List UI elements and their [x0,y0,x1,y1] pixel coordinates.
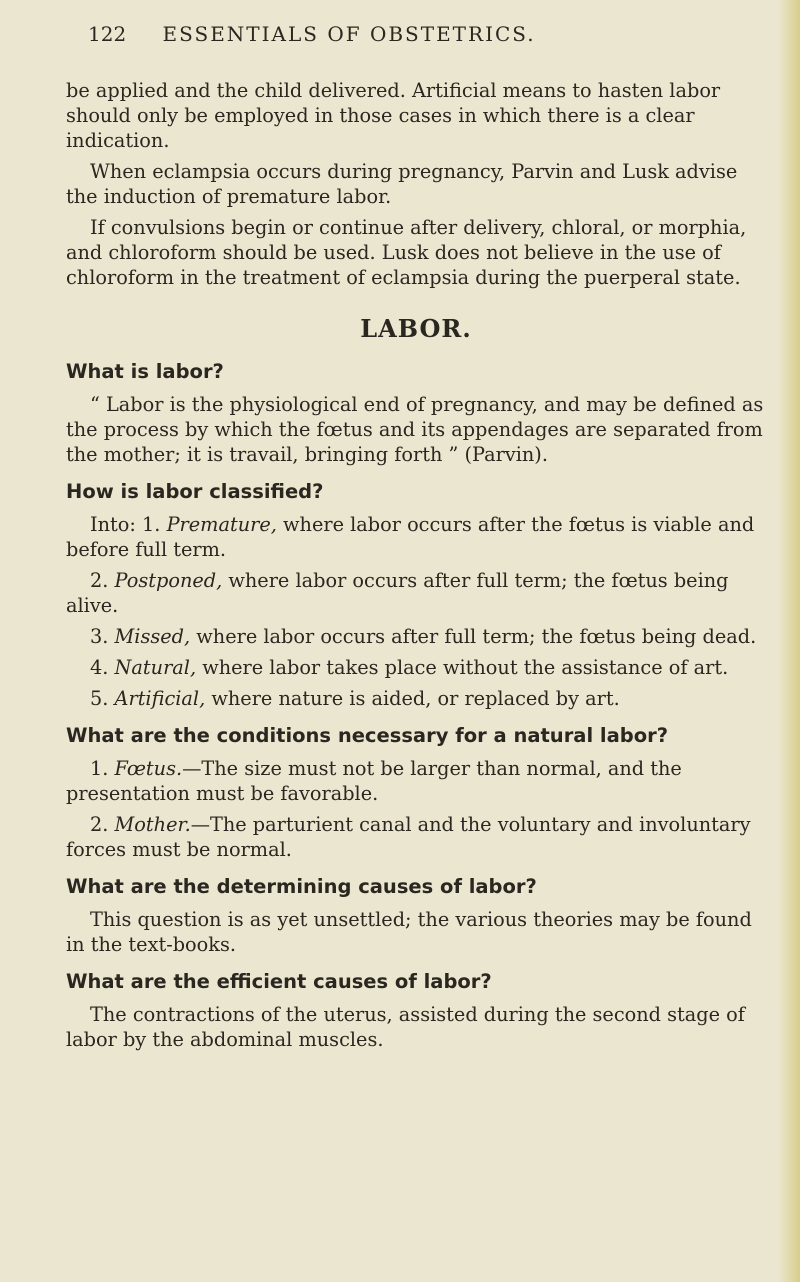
list-item [66,756,766,806]
intro-text: Into: [90,513,136,536]
running-header [88,22,536,46]
section-title: LABOR. [360,314,472,343]
item-text: where labor occurs after full term; the fœtus being alive. [66,569,729,617]
item-term: Artificial, [114,687,206,710]
running-title: ESSENTIALS OF OBSTETRICS. [162,22,536,46]
item-text: where labor occurs after full term; the fœtus being dead. [190,625,757,648]
answer-paragraph: “ Labor is the physiological end of pregnancy, and may be defined as the process by which the fœtus and its appendages are separated from the mother; it is travail, bringing forth ” (Parvin). [66,393,764,466]
question-heading: What is labor? [66,360,224,383]
list-item [66,568,766,618]
item-term: Postponed, [114,569,223,592]
page-edge [778,0,800,1282]
question-heading: How is labor classified? [66,480,324,503]
paragraph: When eclampsia occurs during pregnancy, Parvin and Lusk advise the induction of premature labor. [66,160,738,208]
list-item [66,624,766,649]
item-term: Mother. [114,813,191,836]
list-item [66,655,766,680]
page-number: 122 [88,22,127,46]
item-term: Fœtus. [114,757,183,780]
item-number: 2. [90,569,109,592]
list-item [66,812,766,862]
paragraph: be applied and the child delivered. Artificial means to hasten labor should only be employed in those cases in which there is a clear indication. [66,79,721,152]
page-body [66,78,766,1058]
item-number: 4. [90,656,109,679]
item-text: where labor takes place without the assistance of art. [196,656,729,679]
answer-paragraph: This question is as yet unsettled; the various theories may be found in the text-books. [66,908,752,956]
item-number: 3. [90,625,109,648]
item-number: 1. [142,513,161,536]
item-term: Premature, [166,513,277,536]
answer-intro [66,512,766,562]
item-number: 1. [90,757,109,780]
question-heading: What are the conditions necessary for a natural labor? [66,724,669,747]
list-item [66,686,766,711]
paragraph: If convulsions begin or continue after delivery, chloral, or morphia, and chloroform should be used. Lusk does not believe in the use of chloroform in the treatment of eclampsia during the puerperal state. [66,216,747,289]
item-text: —The parturient canal and the voluntary and involuntary forces must be normal. [66,813,751,861]
item-term: Natural, [114,656,197,679]
item-number: 5. [90,687,109,710]
item-number: 2. [90,813,109,836]
item-text: where labor occurs after the fœtus is viable and before full term. [66,513,755,561]
answer-paragraph: The contractions of the uterus, assisted during the second stage of labor by the abdominal muscles. [66,1003,745,1051]
item-text: where nature is aided, or replaced by art. [205,687,620,710]
question-heading: What are the determining causes of labor? [66,875,537,898]
item-term: Missed, [114,625,191,648]
item-text: —The size must not be larger than normal, and the presentation must be favorable. [66,757,682,805]
question-heading: What are the efficient causes of labor? [66,970,492,993]
